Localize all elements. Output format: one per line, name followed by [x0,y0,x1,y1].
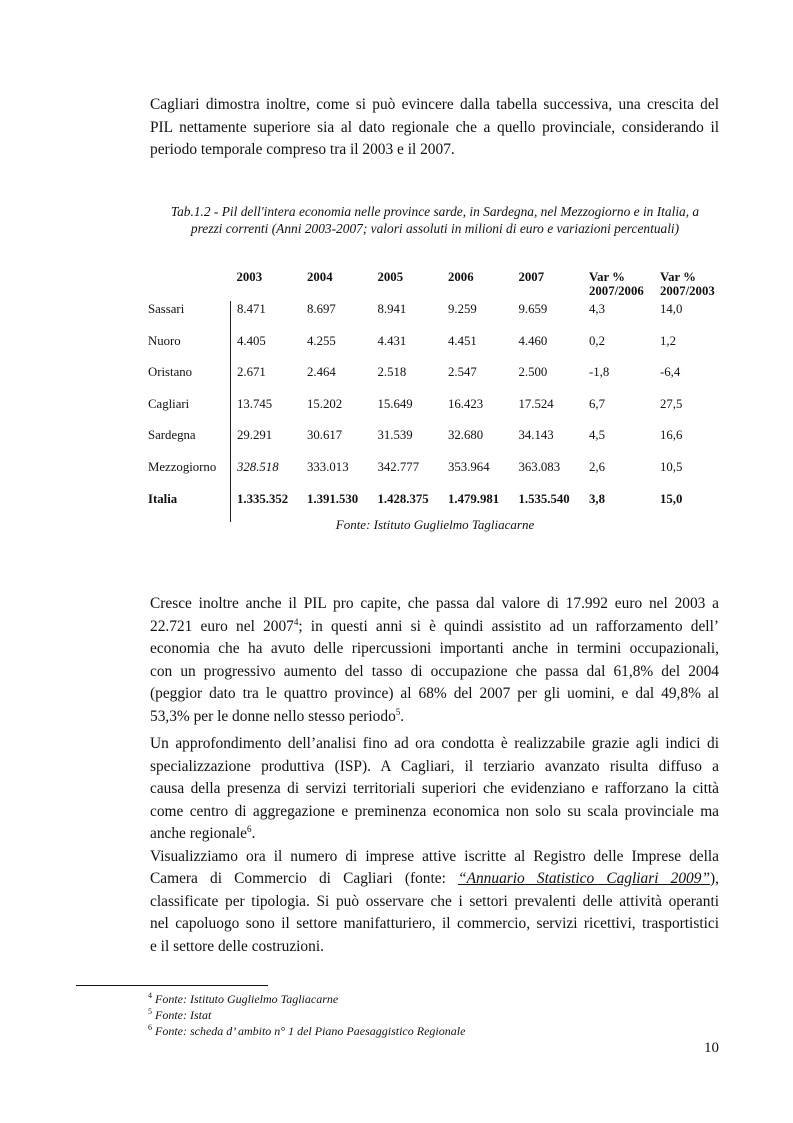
table-cell: 6,7 [589,396,605,411]
table-cell: 15.649 [377,396,413,411]
table-cell: 1.391.530 [307,491,359,506]
table-header: Var % 2007/2006 [589,270,644,298]
footnote-ref: 5 [395,706,401,717]
table-header-empty [148,268,231,301]
text-span: ; in questi anni si è quindi assistito ad un rafforzamento dell’ [298,617,719,635]
table-cell: 10,5 [660,459,683,474]
page-number: 10 [704,1040,719,1056]
table-header: 2005 [377,270,404,284]
table-row [148,459,726,491]
gdp-table [148,268,726,522]
table-cell: 1.428.375 [377,491,429,506]
text-line: e il settore delle costruzioni. [150,937,324,955]
table-row [148,427,726,459]
table-cell: 1.479.981 [448,491,500,506]
table-cell: -6,4 [660,365,681,380]
footnote [148,1023,465,1039]
table-cell: -1,8 [589,365,610,380]
table-source: Fonte: Istituto Guglielmo Tagliacarne [335,517,535,532]
text-line: specializzazione produttiva (ISP). A Cagliari, il terziario avanzato risulta diffuso a [150,757,719,775]
text-span: . [251,825,256,842]
footnote [148,1007,465,1023]
table-cell: 34.143 [518,428,554,443]
table-cell: 2.671 [231,364,308,396]
table-cell: 17.524 [518,396,554,411]
table-cell: 8.697 [307,302,336,316]
table-cell: 0,2 [589,333,605,348]
table-header: 2004 [307,270,333,284]
row-label: Nuoro [148,333,181,348]
table-row [148,364,726,396]
row-label: Oristano [148,365,193,380]
text-span: anche regionale [150,825,247,842]
text-line [150,823,719,846]
text-line: causa della presenza di servizi territoriali superiori che evidenziano e rafforzano la città [150,780,719,797]
body-paragraph-3 [150,733,719,958]
body-paragraph-2 [150,593,719,728]
table-cell: 15,0 [660,491,683,506]
text-line: Cresce inoltre anche il PIL pro capite, che passa dal valore di 17.992 euro nel 2003 a [150,595,719,612]
row-label: Italia [148,491,178,506]
table-cell: 15.202 [307,396,343,411]
table-cell: 2.500 [518,365,548,380]
table-cell: 4.405 [231,333,308,365]
text-line: classificate per tipologia. Si può osservare che i settori prevalenti delle attività operanti [150,892,719,910]
table-cell: 31.539 [377,428,413,443]
table-cell: 8.471 [231,301,308,333]
table-cell: 9.259 [448,302,477,316]
table-cell: 2.547 [448,365,477,380]
table-cell: 9.659 [518,302,548,316]
table-row [148,396,726,428]
row-label: Sardegna [148,428,196,443]
footnote-number: 4 [148,991,152,1000]
table-cell: 13.745 [231,396,308,428]
text-line [150,868,719,891]
table-row [148,333,726,365]
table-header: 2007 [518,270,545,284]
table-cell: 30.617 [307,428,343,443]
table-cell: 29.291 [231,427,308,459]
table-cell: 2,6 [589,459,605,474]
footnotes [148,991,465,1039]
table-cell: 4.451 [448,333,477,348]
table-cell: 333.013 [307,459,349,474]
text-line: Visualizziamo ora il numero di imprese attive iscritte al Registro delle Imprese della [150,847,719,865]
footnote-divider [76,985,268,986]
table-header-row [148,268,726,301]
table-caption: Tab.1.2 - Pil dell'intera economia nelle province sarde, in Sardegna, nel Mezzogiorno e in Italia, a prezzi correnti (Anni 2003-2007; valori assoluti in milioni di euro e variazioni percentuali) [170,204,700,236]
table-cell: 2.464 [307,365,336,380]
table-cell: 4.460 [518,333,548,348]
footnote-number: 6 [148,1023,152,1032]
text-span: 22.721 euro nel 2007 [150,617,294,635]
text-span: ), [710,870,719,887]
intro-paragraph [150,94,719,162]
table-cell: 1.335.352 [231,491,308,523]
footnote-text: Fonte: Istat [155,1008,212,1022]
table-cell: 363.083 [518,459,561,474]
annuario-link[interactable]: “Annuario Statistico Cagliari 2009” [458,870,711,887]
table-header: 2003 [236,270,263,284]
table-cell: 342.777 [377,459,420,474]
table-cell: 27,5 [660,396,683,411]
row-label: Mezzogiorno [148,459,217,474]
table-cell: 4.255 [307,333,336,348]
table-header: Var % 2007/2003 [660,270,715,298]
text-line: con un progressivo aumento del tasso di occupazione che passa dal 61,8% del 2004 [150,662,719,680]
table-cell: 16.423 [448,396,484,411]
footnote-ref: 4 [293,616,299,627]
table-cell: 14,0 [660,302,683,316]
text-line: economia che ha avuto delle ripercussioni importanti anche in termini occupazionali, [150,640,719,657]
table-cell: 32.680 [448,428,484,443]
table-row [148,301,726,333]
text-line [150,616,719,639]
table-cell: 328.518 [231,459,308,491]
text-line: Un approfondimento dell’analisi fino ad ora condotta è realizzabile grazie agli indici di [150,735,719,752]
table-cell: 8.941 [377,302,407,316]
text-span: Camera di Commercio di Cagliari (fonte: [150,870,459,887]
text-line: Cagliari dimostra inoltre, come si può evincere dalla tabella successiva, una crescita del [150,96,719,113]
footnote-text: Fonte: scheda d’ ambito n° 1 del Piano Paesaggistico Regionale [155,1024,466,1038]
text-line [150,706,719,729]
footnote-text: Fonte: Istituto Guglielmo Tagliacarne [155,992,339,1006]
table-cell: 4.431 [377,333,407,348]
text-line: PIL nettamente superiore sia al dato regionale che a quello provinciale, considerando il [150,118,719,136]
row-label: Cagliari [148,396,190,411]
table-cell: 4,3 [589,302,605,316]
table-cell: 3,8 [589,491,605,506]
table-cell: 2.518 [377,365,407,380]
text-line: come centro di aggregazione e preminenza economica non solo su scala provinciale ma [150,802,719,820]
table-cell: 1.535.540 [518,491,570,506]
footnote-number: 5 [148,1007,152,1016]
text-span: 53,3% per le donne nello stesso periodo [150,707,396,725]
text-span: . [400,707,405,725]
text-line: (peggior dato tra le quattro province) al 68% del 2007 per gli uomini, e dal 49,8% al [150,685,719,702]
text-line: periodo temporale compreso tra il 2003 e il 2007. [150,141,455,158]
table-cell: 1,2 [660,333,676,348]
row-label: Sassari [148,302,185,316]
footnote [148,991,465,1007]
table-cell: 16,6 [660,428,683,443]
footnote-ref: 6 [247,823,252,834]
table-cell: 353.964 [448,459,490,474]
text-line: nel capoluogo sono il settore manifatturiero, il commercio, servizi ricettivi, trasportistici [150,915,719,932]
table-cell: 4,5 [589,428,605,443]
table-header: 2006 [448,270,474,284]
